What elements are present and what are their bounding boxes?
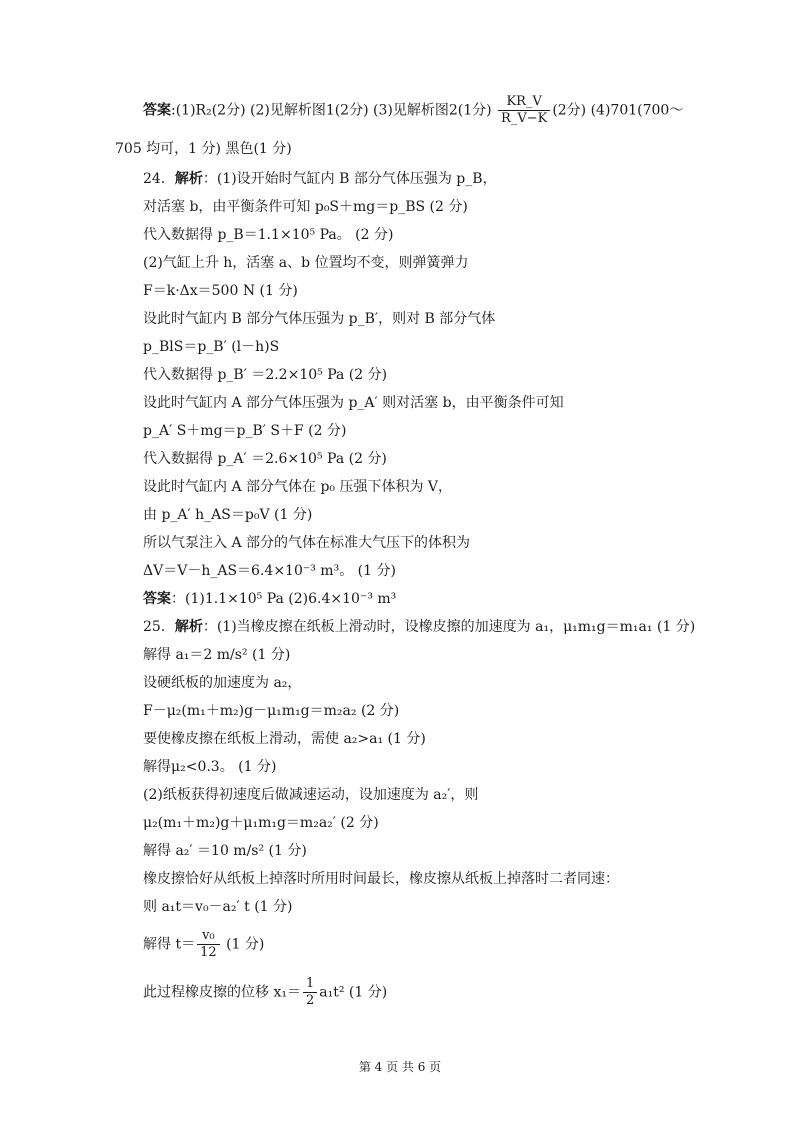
- q24-line: 所以气泵注入 A 部分的气体在标准大气压下的体积为: [143, 535, 471, 551]
- fraction-denominator: 2: [303, 992, 317, 1009]
- q25-number: 25．: [143, 619, 175, 635]
- fraction-krv: [498, 94, 550, 127]
- q24-line: 设此时气缸内 B 部分气体压强为 p_B′，则对 B 部分气体: [143, 311, 496, 327]
- q25-line: 解得 a₂′ ＝10 m/s² (1 分): [143, 843, 307, 859]
- fraction-numerator: KR_V: [506, 94, 542, 109]
- fraction-numerator: v₀: [202, 928, 215, 943]
- answer-label: 答案: [143, 102, 171, 119]
- q24-line: 代入数据得 p_B′ ＝2.2×10⁵ Pa (2 分): [143, 367, 388, 383]
- fraction-numerator: 1: [305, 976, 315, 991]
- q24-line: 对活塞 b，由平衡条件可知 p₀S＋mg＝p_BS (2 分): [143, 199, 468, 215]
- q24-heading-text: ：(1)设开始时气缸内 B 部分气体压强为 p_B，: [202, 171, 497, 187]
- solve-t-prefix: 解得 t＝: [143, 936, 196, 953]
- q25-line: 解得μ₂<0.3。 (1 分): [143, 759, 277, 775]
- q24-line: 代入数据得 p_A′ ＝2.6×10⁵ Pa (2 分): [143, 451, 387, 467]
- q24-analysis-label: 解析: [174, 171, 203, 187]
- q25-line: 设硬纸板的加速度为 a₂，: [143, 675, 302, 691]
- fraction-v0-over-12: [197, 928, 220, 961]
- page-footer: 第 4 页 共 6 页: [358, 1060, 442, 1074]
- displacement-prefix: 此过程橡皮擦的位移 x₁＝: [143, 984, 301, 1001]
- answer-line-23: [143, 94, 683, 127]
- q25-line: 要使橡皮擦在纸板上滑动，需使 a₂>a₁ (1 分): [143, 731, 426, 747]
- answer-part1: :(1)R₂(2分) (2)见解析图1(2分) (3)见解析图2(1分): [171, 102, 492, 119]
- fraction-denominator: R_V−K: [498, 110, 550, 127]
- q25-line: 则 a₁t＝v₀－a₂′ t (1 分): [143, 899, 293, 915]
- q24-answer-label: 答案: [143, 591, 171, 607]
- q24-answer-text: ：(1)1.1×10⁵ Pa (2)6.4×10⁻³ m³: [171, 591, 397, 607]
- q24-line: p_BlS＝p_B′ (l－h)S: [143, 339, 280, 355]
- q24-line: 设此时气缸内 A 部分气体压强为 p_A′ 则对活塞 b，由平衡条件可知: [143, 395, 564, 411]
- q25-line: 解得 a₁＝2 m/s² (1 分): [143, 647, 291, 663]
- q24-answer: [143, 590, 396, 608]
- q25-displacement: [143, 976, 387, 1009]
- q25-heading-text: ：(1)当橡皮擦在纸板上滑动时，设橡皮擦的加速度为 a₁，μ₁m₁g＝m₁a₁ (1 分): [202, 619, 696, 635]
- fraction-one-half: [303, 976, 317, 1009]
- q24-line: 代入数据得 p_B＝1.1×10⁵ Pa。 (2 分): [143, 227, 394, 243]
- q25-heading: [143, 618, 695, 636]
- solve-t-suffix: (1 分): [221, 936, 265, 953]
- q25-line: F－μ₂(m₁＋m₂)g－μ₁m₁g＝m₂a₂ (2 分): [143, 703, 400, 719]
- q25-line: (2)纸板获得初速度后做减速运动，设加速度为 a₂′，则: [143, 787, 479, 803]
- q24-line: 设此时气缸内 A 部分气体在 p₀ 压强下体积为 V，: [143, 479, 453, 495]
- displacement-suffix: a₁t² (1 分): [319, 984, 388, 1001]
- fraction-denominator: 12: [197, 944, 220, 961]
- answer-part2: (2分) (4)701(700～: [552, 102, 684, 119]
- q25-line: 橡皮擦恰好从纸板上掉落时所用时间最长，橡皮擦从纸板上掉落时二者同速：: [143, 871, 619, 887]
- q24-line: (2)气缸上升 h，活塞 a、b 位置均不变，则弹簧弹力: [143, 255, 469, 271]
- q25-line: μ₂(m₁＋m₂)g＋μ₁m₁g＝m₂a₂′ (2 分): [143, 815, 379, 831]
- q24-line: F＝k·Δx＝500 N (1 分): [143, 283, 298, 299]
- q25-analysis-label: 解析: [174, 619, 203, 635]
- q24-line: p_A′ S＋mg＝p_B′ S＋F (2 分): [143, 423, 347, 439]
- q25-solve-t: [143, 928, 264, 961]
- q24-number: 24．: [143, 171, 175, 187]
- q24-line: 由 p_A′ h_AS＝p₀V (1 分): [143, 507, 313, 523]
- q24-line: ΔV＝V－h_AS＝6.4×10⁻³ m³。 (1 分): [143, 563, 396, 579]
- answer-line-23-cont: 705 均可，1 分) 黑色(1 分): [115, 141, 292, 157]
- q24-heading: [143, 170, 497, 188]
